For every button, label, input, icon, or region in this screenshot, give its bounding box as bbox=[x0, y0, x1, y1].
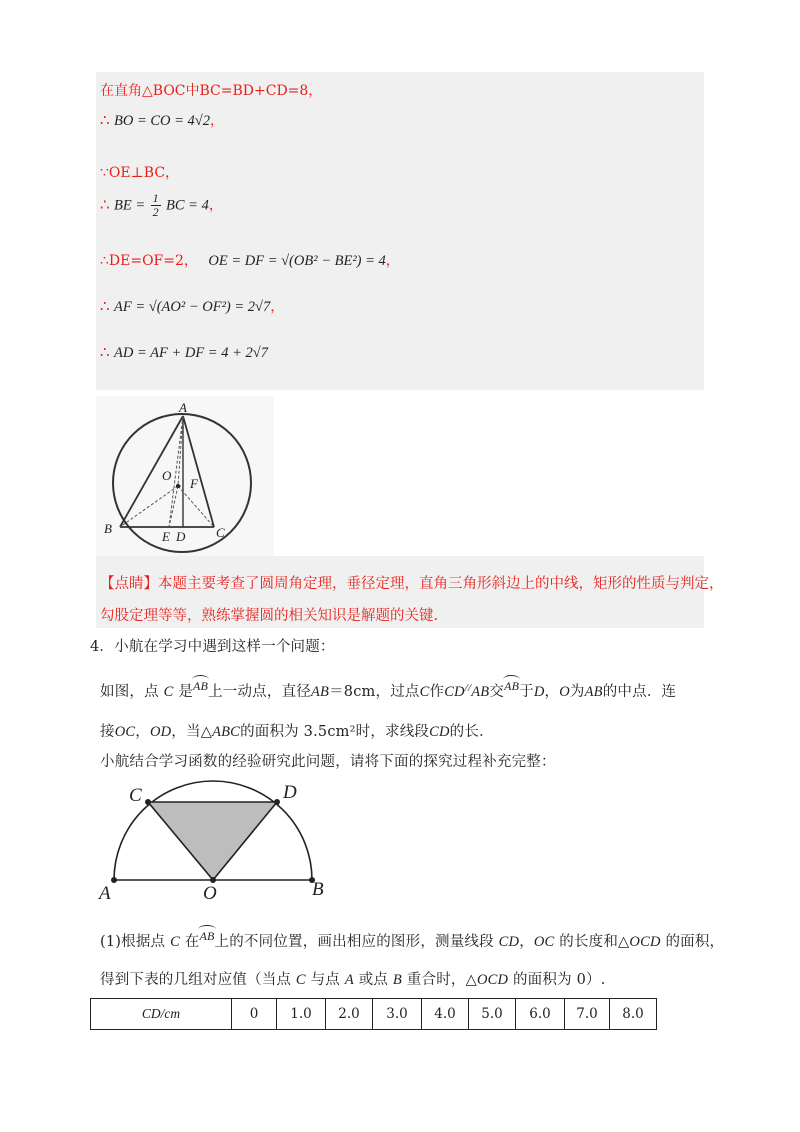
fig1-label-F: F bbox=[190, 476, 198, 491]
table-cell: 6.0 bbox=[516, 999, 565, 1030]
table-cell: 4.0 bbox=[422, 999, 469, 1030]
value-table bbox=[90, 998, 657, 1030]
circle-triangle-figure bbox=[96, 396, 274, 556]
fig1-label-B: B bbox=[104, 521, 112, 536]
question-1-line-2: 得到下表的几组对应值（当点 C 与点 A 或点 B 重合时，△OCD 的面积为 0）. bbox=[100, 972, 606, 988]
fig2-label-B: B bbox=[312, 879, 324, 900]
fig1-label-O: O bbox=[162, 468, 172, 483]
solution-line-3: ∵OE⊥BC， bbox=[100, 165, 180, 181]
table-cell: 1.0 bbox=[277, 999, 326, 1030]
fig2-label-A: A bbox=[99, 883, 111, 902]
fig2-label-D: D bbox=[283, 782, 297, 803]
fig1-label-D: D bbox=[176, 529, 186, 544]
fig2-label-O: O bbox=[203, 883, 217, 902]
table-cell: 2.0 bbox=[326, 999, 373, 1030]
arc-ab-symbol: AB bbox=[199, 925, 214, 944]
semicircle-figure bbox=[96, 778, 336, 902]
table-cell: 3.0 bbox=[373, 999, 422, 1030]
fig1-label-A: A bbox=[179, 400, 187, 415]
problem-paragraph-1: 如图，点 C 是AB上一动点，直径AB＝8cm，过点C作CD//AB交AB于D，O为AB的中点．连 bbox=[100, 675, 676, 701]
solution-line-4: ∴ BE = $\frac{1}{2}$ BC = 4， bbox=[100, 191, 223, 219]
solution-line-2: ∴ BO = CO = 4√2， bbox=[100, 111, 224, 129]
fig1-label-C: C bbox=[216, 525, 225, 540]
comment-line-2: 勾股定理等等，熟练掌握圆的相关知识是解题的关键. bbox=[100, 608, 439, 624]
solution-line-5: ∴DE=OF=2， OE = DF = √(OB² − BE²) = 4， bbox=[100, 253, 400, 269]
fig1-label-E: E bbox=[162, 529, 170, 544]
table-cell: 7.0 bbox=[565, 999, 610, 1030]
table-cell: 0 bbox=[232, 999, 277, 1030]
problem-paragraph-2: 接OC，OD，当△ABC的面积为 3.5cm²时，求线段CD的长． bbox=[100, 724, 494, 740]
arc-ab-symbol: AB bbox=[193, 675, 208, 694]
solution-line-6: ∴ AF = √(AO² − OF²) = 2√7， bbox=[100, 297, 285, 315]
problem-paragraph-3: 小航结合学习函数的经验研究此问题，请将下面的探究过程补充完整： bbox=[100, 754, 556, 770]
arc-ab-symbol: AB bbox=[504, 675, 519, 694]
fig2-label-C: C bbox=[129, 785, 142, 806]
table-cell: 8.0 bbox=[610, 999, 657, 1030]
solution-line-7: ∴ AD = AF + DF = 4 + 2√7 bbox=[100, 343, 268, 361]
comment-line-1: 【点睛】本题主要考查了圆周角定理，垂径定理，直角三角形斜边上的中线，矩形的性质与判定， bbox=[100, 576, 724, 592]
question-1-line-1: (1)根据点 C 在AB上的不同位置，画出相应的图形，测量线段 CD，OC 的长度和△OCD 的面积， bbox=[100, 925, 724, 951]
comment-tag: 【点睛】 bbox=[100, 576, 158, 592]
table-header-cell: CD/cm bbox=[91, 999, 232, 1030]
problem-intro: 4．小航在学习中遇到这样一个问题： bbox=[90, 639, 335, 655]
solution-line-1: 在直角△BOC中BC=BD+CD=8， bbox=[100, 83, 323, 99]
table-cell: 5.0 bbox=[469, 999, 516, 1030]
table-row bbox=[91, 999, 657, 1030]
